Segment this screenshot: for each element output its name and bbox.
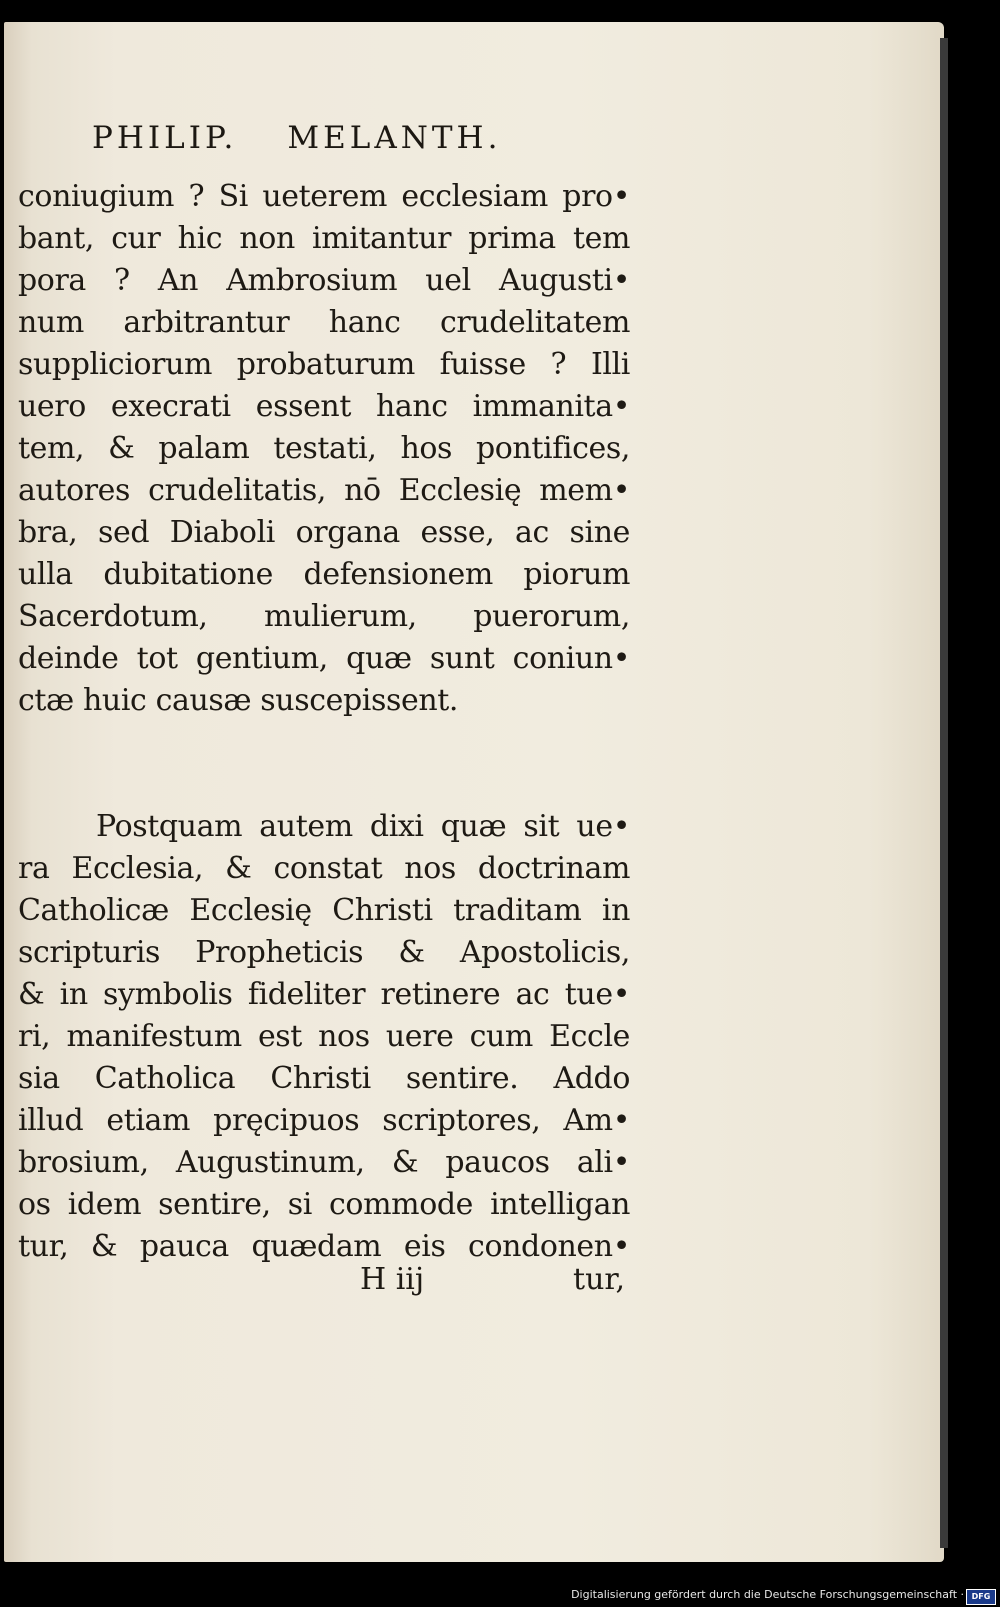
signature-line bbox=[360, 1262, 625, 1304]
running-head bbox=[92, 120, 551, 156]
text-line: illud etiam pręcipuos scriptores, Am• bbox=[18, 1103, 630, 1138]
text-line: Postquam autem dixi quæ sit ue• bbox=[96, 809, 630, 844]
text-line: ra Ecclesia, & constat nos doctrinam bbox=[18, 851, 630, 886]
text-line: ulla dubitatione defensionem piorum bbox=[18, 557, 630, 592]
page-edge-shadow bbox=[940, 38, 948, 1548]
text-line: suppliciorum probaturum fuisse ? Illi bbox=[18, 347, 630, 382]
text-line: deinde tot gentium, quæ sunt coniun• bbox=[18, 641, 630, 676]
catchword: tur, bbox=[573, 1262, 625, 1297]
text-line: autores crudelitatis, nō Ecclesię mem• bbox=[18, 473, 630, 508]
text-line: & in symbolis fideliter retinere ac tue• bbox=[18, 977, 630, 1012]
text-line: tem, & palam testati, hos pontifices, bbox=[18, 431, 630, 466]
funding-credit: Digitalisierung gefördert durch die Deutsche Forschungsgemeinschaft · bbox=[571, 1588, 964, 1601]
text-line: scripturis Propheticis & Apostolicis, bbox=[18, 935, 630, 970]
paragraph-gap bbox=[18, 722, 630, 806]
paragraph-2 bbox=[18, 806, 630, 1268]
text-line: ctæ huic causæ suscepissent. bbox=[18, 683, 459, 718]
text-line: pora ? An Ambrosium uel Augusti• bbox=[18, 263, 630, 298]
signature-mark: H iij bbox=[360, 1262, 425, 1297]
text-line: bra, sed Diaboli organa esse, ac sine bbox=[18, 515, 630, 550]
text-line: Sacerdotum, mulierum, puerorum, bbox=[18, 599, 630, 634]
text-line: num arbitrantur hanc crudelitatem bbox=[18, 305, 630, 340]
paragraph-1 bbox=[18, 176, 630, 722]
running-head-left: PHILIP. bbox=[92, 120, 238, 156]
text-line: ri, manifestum est nos uere cum Eccle bbox=[18, 1019, 630, 1054]
dfg-logo: DFG bbox=[966, 1589, 996, 1605]
body-text bbox=[18, 176, 630, 1268]
text-line: os idem sentire, si commode intelligan bbox=[18, 1187, 630, 1222]
running-head-right: MELANTH. bbox=[287, 120, 502, 156]
text-line: bant, cur hic non imitantur prima tem bbox=[18, 221, 630, 256]
text-line: uero execrati essent hanc immanita• bbox=[18, 389, 630, 424]
text-line: Catholicæ Ecclesię Christi traditam in bbox=[18, 893, 630, 928]
text-line: tur, & pauca quædam eis condonen• bbox=[18, 1229, 630, 1264]
text-line: sia Catholica Christi sentire. Addo bbox=[18, 1061, 630, 1096]
text-line: coniugium ? Si ueterem ecclesiam pro• bbox=[18, 179, 630, 214]
text-line: brosium, Augustinum, & paucos ali• bbox=[18, 1145, 630, 1180]
